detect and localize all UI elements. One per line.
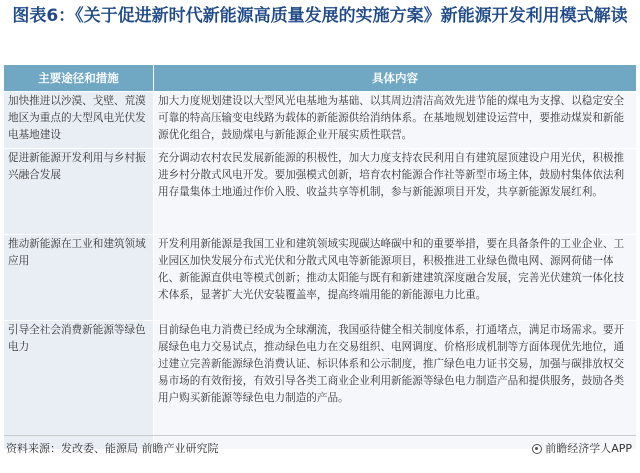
table-header-row: [4, 65, 636, 91]
page-title: 图表6：《关于促进新时代新能源高质量发展的实施方案》新能源开发利用模式解读: [12, 6, 628, 26]
measure-cell: 加快推进以沙漠、戈壁、荒漠地区为重点的大型风电光伏发电基地建设: [4, 92, 154, 148]
brand-label: [532, 441, 632, 457]
table-row: [4, 320, 636, 449]
measure-cell: 引导全社会消费新能源等绿色电力: [4, 321, 154, 449]
brand-text: 前瞻经济学人APP: [545, 442, 632, 455]
header-content: 具体内容: [372, 71, 418, 85]
measure-cell: 促进新能源开发利用与乡村振兴融合发展: [4, 149, 154, 234]
measure-cell: 推动新能源在工业和建筑领域应用: [4, 235, 154, 320]
content-cell: 充分调动农村农民发展新能源的积极性，加大力度支持农民利用自有建筑屋顶建设户用光伏，积极推进乡村分散式风电开发。要加强模式创新，培育农村能源合作社等新型市场主体，鼓励村集体依法利用存量集体土地通过作价入股、收益共享等机制，参与新能源项目开发，共享新能源发展红利。: [154, 149, 636, 234]
content-cell: 开发利用新能源是我国工业和建筑领域实现碳达峰碳中和的重要举措，要在具备条件的工业企业、工业园区加快发展分布式光伏和分散式风电等新能源项目，积极推进工业绿色微电网、源网荷储一体化、新能源直供电等模式创新；推动太阳能与既有和新建建筑深度融合发展，完善光伏建筑一体化技术体系，显著扩大光伏安装覆盖率，提高终端用能的新能源电力比重。: [154, 235, 636, 320]
policy-table: [4, 65, 636, 449]
table-row: [4, 234, 636, 320]
table-row: [4, 91, 636, 148]
content-cell: 目前绿色电力消费已经成为全球潮流，我国亟待健全相关制度体系，打通堵点，满足市场需求。要开展绿色电力交易试点，推动绿色电力在交易组织、电网调度、价格形成机制等方面体现优先地位，通过建立完善新能源绿色消费认证、标识体系和公示制度，推广绿色电力证书交易，加强与碳排放权交易市场的有效衔接，有效引导各类工商业企业利用新能源等绿色电力制造产品和提供服务，鼓励各类用户购买新能源等绿色电力制造的产品。: [154, 321, 636, 449]
header-measure: 主要途径和措施: [4, 65, 154, 91]
table-row: [4, 148, 636, 234]
footer-divider: [4, 435, 636, 436]
qianzhan-logo-icon: [532, 444, 542, 454]
content-cell: 加大力度规划建设以大型风光电基地为基础、以其周边清洁高效先进节能的煤电为支撑、以稳定安全可靠的特高压输变电线路为载体的新能源供给消纳体系。在基地规划建设运营中，要推动煤炭和新能源优化组合，鼓励煤电与新能源企业开展实质性联营。: [154, 92, 636, 148]
source-note: 资料来源：发改委、能源局 前瞻产业研究院: [6, 442, 219, 455]
